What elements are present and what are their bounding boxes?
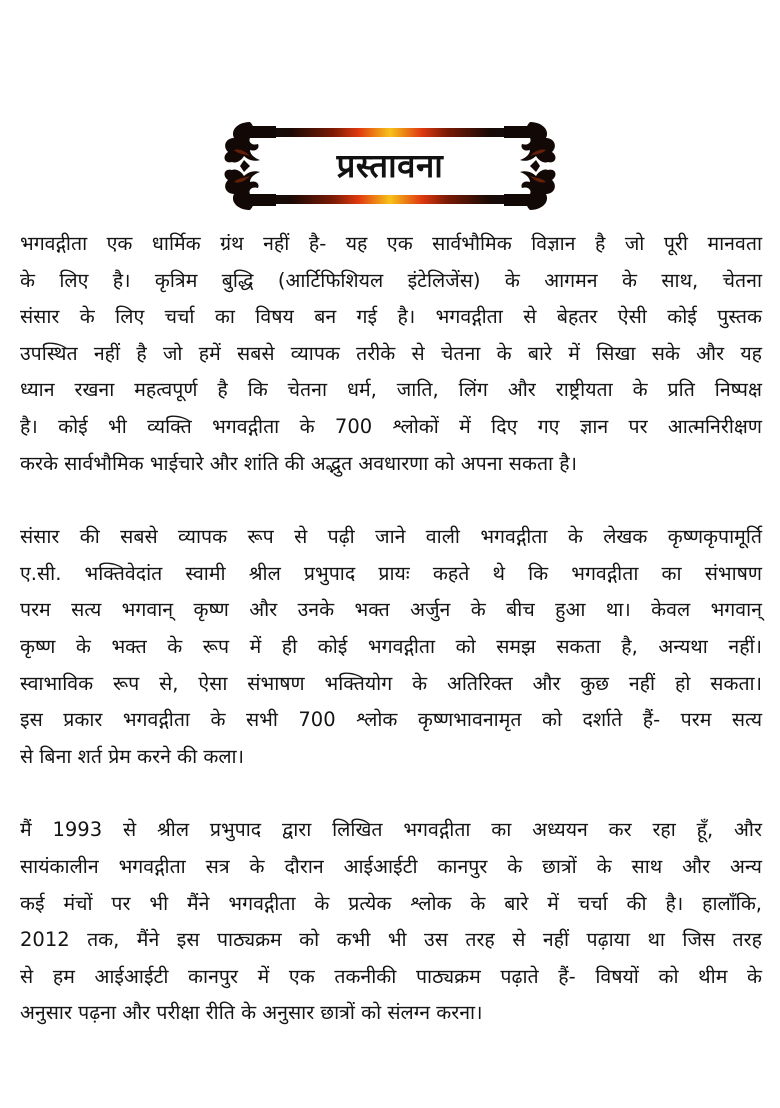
fleur-ornament-icon — [504, 120, 560, 212]
paragraph-2 — [20, 519, 762, 775]
text-line: ध्यान रखना महत्वपूर्ण है कि चेतना धर्म, जाति, लिंग और राष्ट्रीयता के प्रति निष्पक्ष — [20, 378, 762, 402]
text-line: है। कोई भी व्यक्ति भगवद्गीता के 700 श्लोकों में दिए गए ज्ञान पर आत्मनिरीक्षण — [20, 414, 762, 438]
text-line: से हम आईआईटी कानपुर में एक तकनीकी पाठ्यक्रम पढ़ाते हैं- विषयों को थीम के — [20, 964, 762, 988]
banner-top-bar — [260, 128, 520, 137]
text-line: परम सत्य भगवान् कृष्ण और उनके भक्त अर्जुन के बीच हुआ था। केवल भगवान् — [20, 598, 762, 622]
text-line: कई मंचों पर भी मैंने भगवद्गीता के प्रत्येक श्लोक के बारे में चर्चा की है। हालाँकि, — [20, 891, 762, 915]
text-line: करके सार्वभौमिक भाईचारे और शांति की अद्भुत अवधारणा को अपना सकता है। — [20, 451, 578, 475]
text-line: ए.सी. भक्तिवेदांत स्वामी श्रील प्रभुपाद प्रायः कहते थे कि भगवद्गीता का संभाषण — [20, 561, 762, 585]
text-line: सायंकालीन भगवद्गीता सत्र के दौरान आईआईटी कानपुर के छात्रों के साथ और अन्य — [20, 854, 762, 878]
body-text — [20, 226, 762, 1069]
text-line: भगवद्गीता एक धार्मिक ग्रंथ नहीं है- यह एक सार्वभौमिक विज्ञान है जो पूरी मानवता — [20, 232, 762, 255]
text-line: उपस्थित नहीं है जो हमें सबसे व्यापक तरीके से चेतना के बारे में सिखा सके और यह — [20, 341, 762, 365]
text-line: 2012 तक, मैंने इस पाठ्यक्रम को कभी भी उस तरह से नहीं पढ़ाया था जिस तरह — [20, 928, 762, 952]
text-line: संसार की सबसे व्यापक रूप से पढ़ी जाने वाली भगवद्गीता के लेखक कृष्णकृपामूर्ति — [20, 525, 762, 549]
text-line: अनुसार पढ़ना और परीक्षा रीति के अनुसार छात्रों को संलग्न करना। — [20, 1001, 483, 1025]
text-line: मैं 1993 से श्रील प्रभुपाद द्वारा लिखित भगवद्गीता का अध्ययन कर रहा हूँ, और — [20, 818, 762, 842]
text-line: संसार के लिए चर्चा का विषय बन गई है। भगवद्गीता से बेहतर ऐसी कोई पुस्तक — [20, 305, 762, 329]
fleur-ornament-icon — [220, 120, 276, 212]
text-line: कृष्ण के भक्त के रूप में ही कोई भगवद्गीता को समझ सकता है, अन्यथा नहीं। — [20, 634, 762, 658]
text-line: स्वाभाविक रूप से, ऐसा संभाषण भक्तियोग के अतिरिक्त और कुछ नहीं हो सकता। — [20, 671, 762, 695]
banner-bottom-bar — [260, 195, 520, 204]
page-title: प्रस्तावना — [336, 146, 444, 185]
text-line: इस प्रकार भगवद्गीता के सभी 700 श्लोक कृष्णभावनामृत को दर्शाते हैं- परम सत्य — [20, 708, 762, 732]
text-line: से बिना शर्त प्रेम करने की कला। — [20, 744, 245, 768]
text-line: के लिए है। कृत्रिम बुद्धि (आर्टिफिशियल इंटेलिजेंस) के आगमन के साथ, चेतना — [20, 268, 762, 292]
paragraph-1 — [20, 226, 762, 482]
title-banner — [220, 120, 560, 212]
paragraph-3 — [20, 812, 762, 1032]
